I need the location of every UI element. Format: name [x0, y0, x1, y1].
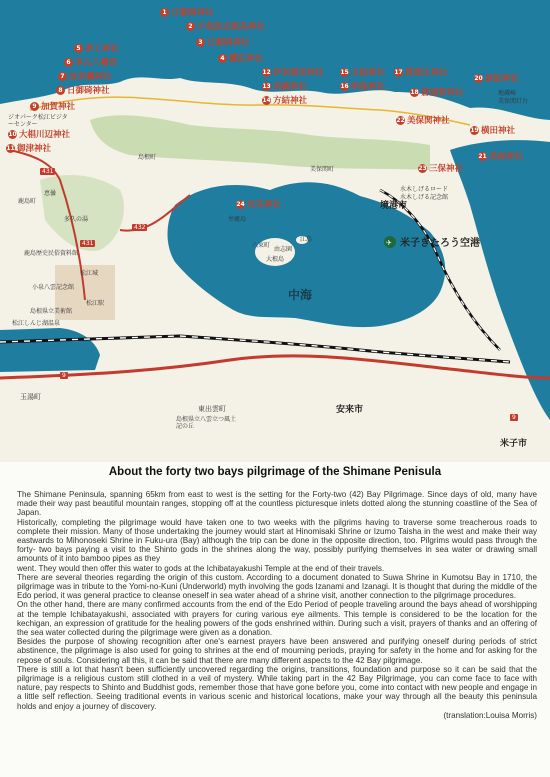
place-label: 多久の湯: [64, 216, 89, 223]
shrine-label: 19 横田神社: [470, 126, 516, 136]
place-label: 島根県立八雲立つ風土記の丘: [176, 416, 237, 430]
airport-label: 米子きたろう空港: [400, 238, 480, 249]
place-label: 松江駅: [86, 300, 105, 307]
place-label: 恵曇: [44, 190, 57, 197]
shrine-label: 6 多古八幡宮: [64, 56, 118, 68]
shrine-label: 13 須義神社: [262, 82, 308, 92]
shrine-label: 23 三保神社: [418, 164, 464, 174]
shrine-label: 5 津上神社: [74, 42, 119, 54]
place-label: 水木しげる記念館: [400, 194, 449, 201]
article-paragraph: The Shimane Peninsula, spanning 65km from east to west is the setting for the Forty-two (42) Bay Pilgrimage. Since days of old, many have made their way past beautiful mountain ranges, stopping off at the countless picturesque inlets dotted along the stunning coastline of the Sea of Japan.: [17, 490, 537, 518]
shrine-label: 21 美保神社: [478, 152, 524, 162]
shrine-label: 10 大椙川辺神社: [8, 130, 71, 140]
article-paragraph: There are several theories regarding the origin of this custom. According to a document donated to Suwa Shrine in Kumotsu Bay in 1710, the pilgrimage was in tribute to the Yomi-no-Kuni (Underworld) myth involving the gods Izanami and Izanagi. It is thought that during the middle of the Edo period, it was general practice to cleanse oneself in sea water ahead of a shrine visit, another connection to the pilgrimage procedures.: [17, 572, 537, 601]
place-label: 美保関町: [310, 166, 335, 173]
place-label: 米子市: [500, 439, 528, 449]
svg-text:✈: ✈: [386, 239, 392, 247]
shrine-label: 3 日御碕神社: [196, 36, 250, 48]
place-label: 東出雲町: [198, 405, 226, 413]
shrine-label: 9 加賀神社: [30, 100, 75, 112]
article-paragraph: went. They would then offer this water to gods at the Ichibatayakushi Temple at the end of their travels.: [17, 563, 385, 573]
article-body: [17, 490, 537, 720]
place-label: 島根県立美術館: [30, 308, 73, 315]
shrine-label: 1 日御碕神社: [160, 6, 214, 18]
shrine-label: 16 明島神社: [340, 82, 386, 92]
article-title: About the forty two bays pilgrimage of the Shimane Penisula: [108, 466, 442, 478]
place-label: 大根島: [266, 256, 285, 263]
place-label: 美保関灯台: [498, 98, 529, 105]
place-label: 松江城: [80, 270, 99, 277]
place-label: 松江しんじ湖温泉: [12, 320, 61, 327]
place-label: 玉湯町: [20, 393, 41, 401]
lake-shinji: [0, 328, 100, 372]
nakaumi-label: 中海: [288, 288, 313, 302]
article-paragraph: Historically, completing the pilgrimage would have taken one to two weeks with the pilgrims having to traverse some treacherous roads to complete their mission. Many of those undertaking the journey would start at Hinomisaki Shrine or Izumo Taisha in the west and make their way eastwards to Mihonoseki Shrine in Fuku-ura (Bay) although the trip can be done in the opposite direction, too. Pilgrims would pass through the forty- two bays paying a visit to the Shinto gods in the shrines along the way, possibly purifying themselves in sea water or drawing small amounts of it into bamboo pipes as they: [17, 517, 537, 564]
shrine-label: 15 玉結神社: [340, 68, 386, 78]
road-number: 9: [512, 414, 516, 421]
shrine-label: 8 日御碕神社: [56, 84, 110, 96]
place-label: 小泉八雲記念館: [32, 284, 75, 291]
place-label: 鹿島町: [18, 198, 37, 205]
place-label: 島根町: [138, 154, 157, 161]
shrine-label: 22 美保関神社: [396, 116, 450, 126]
road-number: 431: [42, 168, 54, 175]
shrine-label: 20 諸訪神社: [474, 74, 520, 84]
shrine-label: 24 長見神社: [236, 200, 282, 210]
article-paragraph: There is still a lot that hasn't been sufficiently uncovered regarding the origins, transitions, foundation and purpose so it can be said that the pilgrimage is a religious custom still clothed in a veil of mystery. While taking part in the 42 Bay Pilgrimage, you can come face to face with nature, pay respects to Shinto and Buddhist gods, remember those that have gone before you, come into contact with new people and engage in a little self reflection. Seeing traditional events in various scenic and historical locations, make your way through all the beauty this peninsula holds and enjoy a journey of discovery.: [17, 664, 537, 711]
shrine-label: 7 奴奈彌神社: [58, 70, 112, 82]
place-label: 江島: [300, 236, 313, 243]
shrine-label: 12 伊奈頭美神社: [262, 68, 325, 78]
shrine-label: 18 蒼浦智神社: [410, 88, 464, 98]
road-number: 431: [82, 240, 94, 247]
article-paragraph: Besides the purpose of showing recognition after one's earnest prayers have been answered and purifying oneself during periods of strict abstinence, the pilgrimage is also used for going to shrines at the end of mourning periods, praying for safety in the home and for asking for the repose of souls. Considering all this, it can be said that there are many different aspects to the 42 Bay pilgrimage.: [17, 637, 537, 665]
article-paragraph: On the other hand, there are many confirmed accounts from the end of the Edo Period of people traveling around the bays ahead of worshipping at the temple Ichibatayakushi, associated with prayers for curing various eye ailments. This temple is considered to be the location for the kechigan, an expression of gratitude for the healing powers of the gods enshrined within. During such a visit, prayers of thanks and an offering of the sea water collected during the pilgrimage were given as a donation.: [17, 600, 537, 638]
mountain-area: [90, 115, 430, 170]
place-label: 地蔵崎: [498, 90, 517, 97]
shrine-label: 11 御津神社: [6, 144, 52, 154]
place-label: 弁慶島: [228, 216, 247, 223]
road-number: 9: [62, 372, 66, 379]
shrine-label: 4 鷺佐神社: [218, 52, 263, 64]
place-label: 八束町: [252, 242, 271, 249]
place-label: 鹿島歴史民俗資料館: [24, 250, 79, 257]
place-label: 由志園: [274, 246, 293, 253]
place-label: ジオパーク松江ビジターセンター: [8, 114, 68, 128]
shrine-label: 14 方結神社: [262, 96, 308, 106]
shrine-label: 2 宇竜加志能為神社: [186, 20, 265, 32]
translation-credit: (translation:Louisa Morris): [443, 710, 537, 720]
place-label: 水木しげるロード: [400, 186, 449, 193]
road-number: 432: [134, 224, 146, 231]
place-label: 安来市: [336, 405, 364, 415]
article: [0, 466, 550, 777]
shrine-label: 17 賀賀比神社: [394, 68, 448, 78]
place-label: 境港市: [380, 201, 408, 211]
